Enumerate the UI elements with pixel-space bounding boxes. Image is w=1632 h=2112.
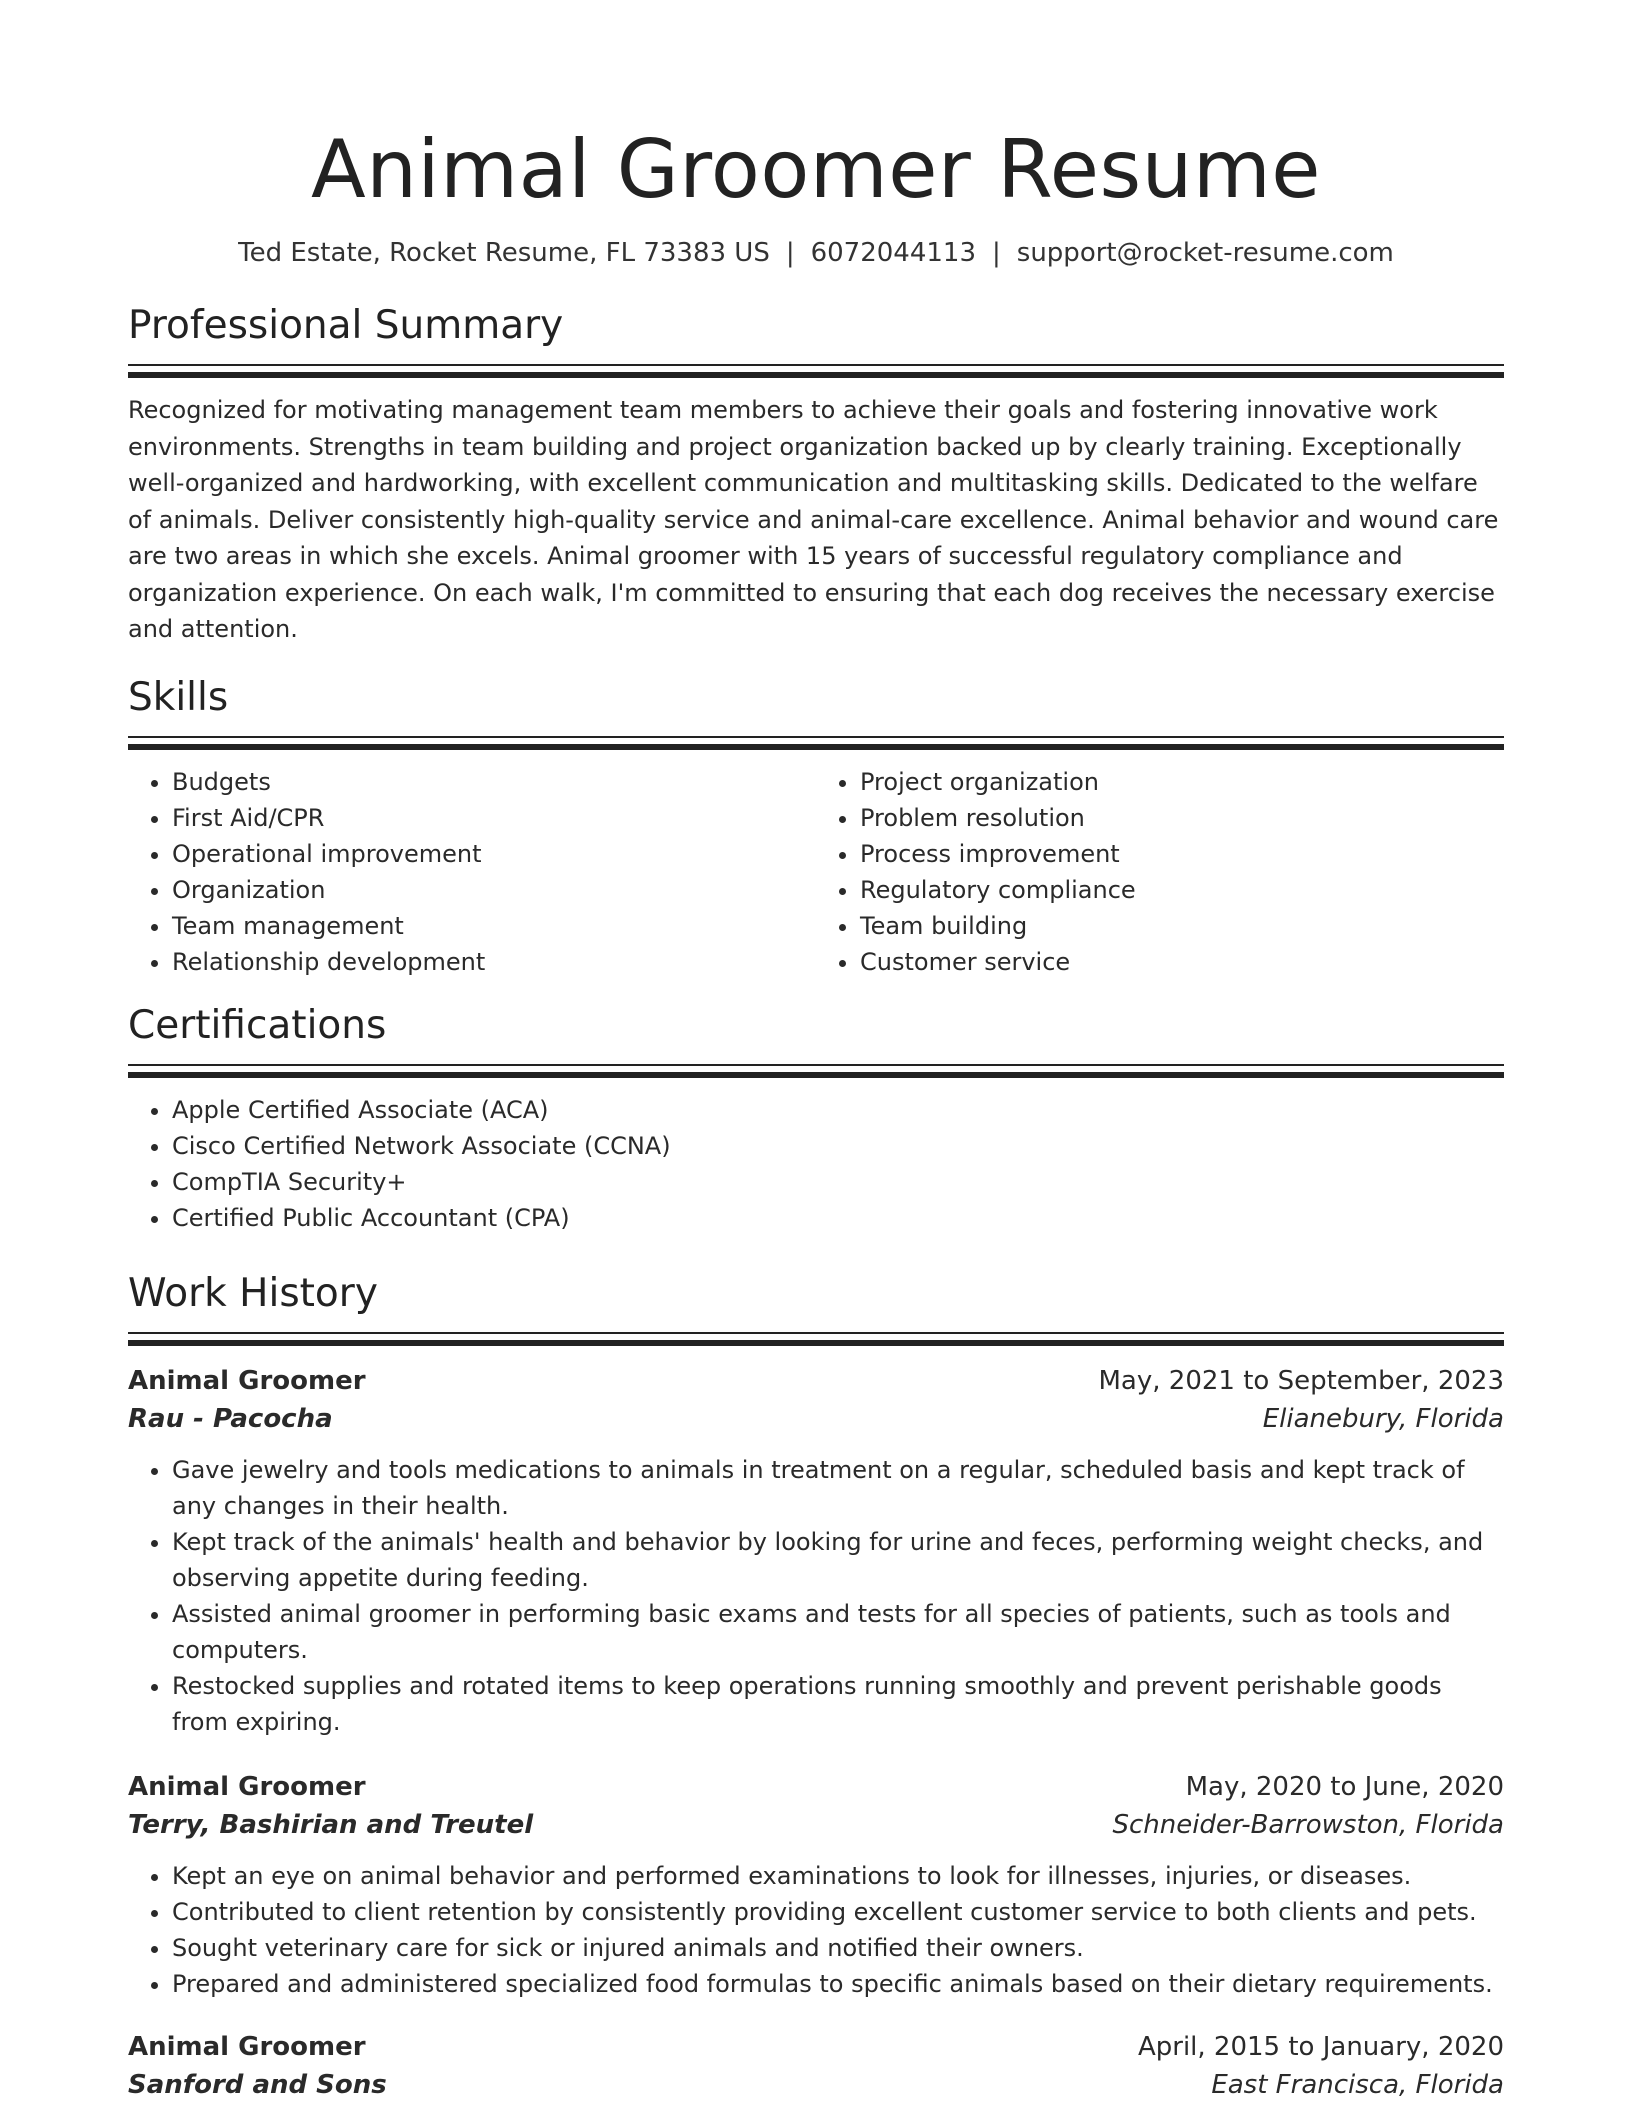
skill-item: • Project organization [860, 764, 1504, 800]
skill-item: • Customer service [860, 944, 1504, 980]
summary-section [128, 302, 1504, 648]
job-entry [128, 1362, 1504, 1740]
job-header-row [128, 2028, 1504, 2066]
job-company: Sanford and Sons [128, 2069, 387, 2100]
section-divider [128, 1064, 1504, 1078]
section-divider [128, 364, 1504, 378]
skill-item: • Operational improvement [172, 836, 816, 872]
certification-item: • Certified Public Accountant (CPA) [172, 1200, 1504, 1236]
skill-item: • Budgets [172, 764, 816, 800]
certification-item: • CompTIA Security+ [172, 1164, 1504, 1200]
skill-item: • Organization [172, 872, 816, 908]
job-title: Animal Groomer [128, 2031, 366, 2062]
job-duties-list [128, 1452, 1504, 1740]
contact-phone: 6072044113 [810, 238, 977, 268]
job-company-row [128, 1400, 1504, 1438]
job-company-row [128, 1806, 1504, 1844]
job-title: Animal Groomer [128, 1365, 366, 1396]
section-heading-certifications: Certifications [128, 1002, 387, 1048]
job-duties-list [128, 1858, 1504, 2002]
certifications-list [128, 1092, 1504, 1236]
contact-email[interactable]: support@rocket-resume.com [1016, 238, 1394, 268]
certification-item: • Apple Certified Associate (ACA) [172, 1092, 1504, 1128]
summary-text: Recognized for motivating management team members to achieve their goals and fostering innovative work environments. Strengths in team building and project organization backed up by clearly training. Exceptionally well-organized and hardworking, with excellent communication and multitasking skills. Dedicated to the welfare of animals. Deliver consistently high-quality service and animal-care excellence. Animal behavior and wound care are two areas in which she excels. Animal groomer with 15 years of successful regulatory compliance and organization experience. On each walk, I'm committed to ensuring that each dog receives the necessary exercise and attention. [128, 396, 1499, 643]
job-company: Rau - Pacocha [128, 1403, 333, 1434]
contact-separator: | [992, 238, 1001, 268]
job-duty: • Contributed to client retention by consistently providing excellent customer service to both clients and pets. [172, 1894, 1504, 1930]
job-dates: May, 2020 to June, 2020 [1185, 1771, 1504, 1802]
skills-grid [128, 750, 1504, 980]
job-duty: • Restocked supplies and rotated items to keep operations running smoothly and prevent perishable goods from expiring. [172, 1668, 1504, 1740]
certifications-section [128, 1002, 1504, 1236]
job-title: Animal Groomer [128, 1771, 366, 1802]
job-location: East Francisca, Florida [1211, 2069, 1504, 2100]
certification-item: • Cisco Certified Network Associate (CCNA) [172, 1128, 1504, 1164]
job-dates: May, 2021 to September, 2023 [1098, 1365, 1504, 1396]
work-history-section [128, 1270, 1504, 2104]
skills-list-right [816, 764, 1504, 980]
skill-item: • Process improvement [860, 836, 1504, 872]
job-duty: • Kept track of the animals' health and behavior by looking for urine and feces, performing weight checks, and observing appetite during feeding. [172, 1524, 1504, 1596]
skill-item: • First Aid/CPR [172, 800, 816, 836]
section-heading-summary: Professional Summary [128, 303, 564, 348]
section-heading-skills: Skills [128, 674, 229, 720]
job-duty: • Kept an eye on animal behavior and performed examinations to look for illnesses, injuries, or diseases. [172, 1858, 1504, 1894]
skill-item: • Team management [172, 908, 816, 944]
resume-page [128, 0, 1504, 2104]
resume-title: Animal Groomer Resume [311, 123, 1321, 216]
contact-address: Ted Estate, Rocket Resume, FL 73383 US [238, 238, 770, 268]
job-header-row [128, 1362, 1504, 1400]
skill-item: • Regulatory compliance [860, 872, 1504, 908]
job-dates: April, 2015 to January, 2020 [1137, 2031, 1504, 2062]
job-entry [128, 2028, 1504, 2104]
skill-item: • Relationship development [172, 944, 816, 980]
section-divider [128, 1332, 1504, 1346]
section-heading-work-history: Work History [128, 1270, 378, 1316]
job-duty: • Sought veterinary care for sick or injured animals and notified their owners. [172, 1930, 1504, 1966]
job-company: Terry, Bashirian and Treutel [128, 1809, 534, 1840]
job-location: Schneider-Barrowston, Florida [1112, 1809, 1504, 1840]
job-header-row [128, 1768, 1504, 1806]
job-duty: • Gave jewelry and tools medications to animals in treatment on a regular, scheduled basis and kept track of any changes in their health. [172, 1452, 1504, 1524]
skills-section [128, 674, 1504, 980]
contact-line [128, 236, 1504, 270]
skill-item: • Problem resolution [860, 800, 1504, 836]
skill-item: • Team building [860, 908, 1504, 944]
job-location: Elianebury, Florida [1262, 1403, 1504, 1434]
job-duty: • Assisted animal groomer in performing basic exams and tests for all species of patients, such as tools and computers. [172, 1596, 1504, 1668]
contact-separator: | [785, 238, 795, 268]
job-entry [128, 1768, 1504, 2002]
skills-list-left [128, 764, 816, 980]
job-company-row [128, 2066, 1504, 2104]
section-divider [128, 736, 1504, 750]
job-duty: • Prepared and administered specialized food formulas to specific animals based on their dietary requirements. [172, 1966, 1504, 2002]
